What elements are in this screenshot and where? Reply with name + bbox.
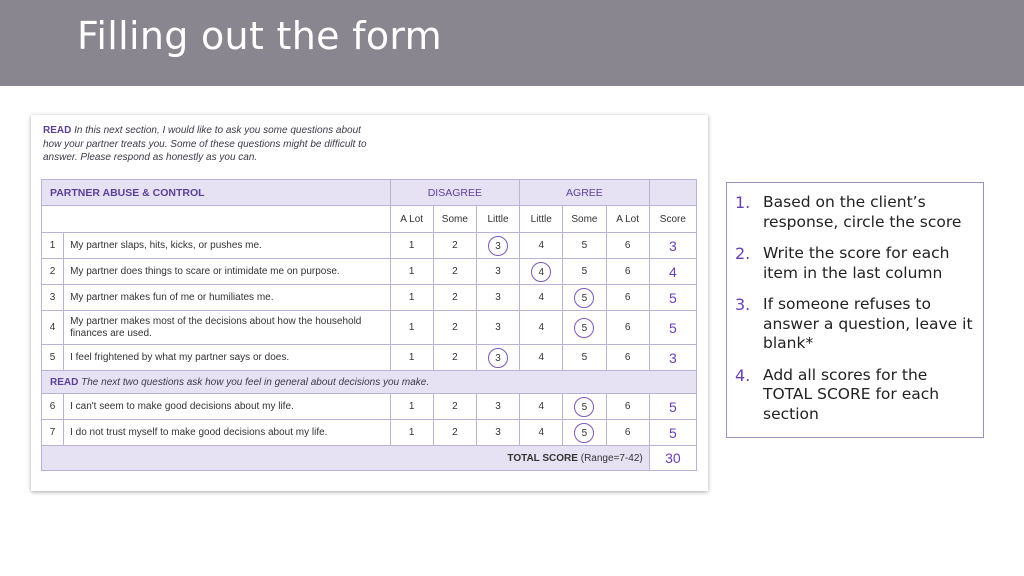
response-value: 6 [624, 401, 631, 412]
response-option[interactable] [433, 311, 476, 345]
score-value[interactable]: 4 [649, 259, 696, 285]
circled-response: 5 [574, 423, 594, 443]
question-row [42, 285, 697, 311]
question-text: My partner makes most of the decisions about how the household finances are used. [64, 311, 390, 345]
response-value: 1 [408, 352, 415, 363]
response-option[interactable] [563, 420, 606, 446]
response-option[interactable] [476, 311, 519, 345]
score-value[interactable]: 5 [649, 285, 696, 311]
step-text: Based on the client’s response, circle the score [763, 193, 962, 231]
total-row [42, 446, 697, 471]
response-value: 3 [495, 322, 501, 333]
response-value: 1 [408, 427, 415, 438]
response-option[interactable] [563, 259, 606, 285]
response-value: 2 [452, 427, 458, 438]
read-instruction-row [42, 371, 697, 394]
intro-read-label: READ [43, 125, 72, 136]
header-blank [649, 180, 696, 206]
question-text: I do not trust myself to make good decisions about my life. [64, 420, 390, 446]
response-value: 2 [452, 352, 458, 363]
response-option[interactable] [606, 345, 649, 371]
circled-response: 3 [488, 236, 508, 256]
question-row [42, 420, 697, 446]
response-option[interactable] [390, 285, 433, 311]
response-value: 1 [408, 401, 415, 412]
response-option[interactable] [520, 345, 563, 371]
response-option[interactable] [520, 394, 563, 420]
response-option[interactable] [390, 345, 433, 371]
response-value: 2 [452, 240, 458, 251]
question-number: 3 [42, 285, 64, 311]
col-header: A Lot [606, 206, 649, 233]
response-option[interactable] [476, 233, 519, 259]
response-value: 1 [408, 322, 415, 333]
response-option[interactable] [606, 394, 649, 420]
circled-response: 5 [574, 318, 594, 338]
response-value: 4 [538, 292, 544, 303]
response-value: 3 [495, 427, 501, 438]
response-value: 6 [624, 266, 631, 277]
response-value: 5 [581, 240, 588, 251]
step-number: 2. [735, 244, 751, 263]
response-option[interactable] [606, 285, 649, 311]
question-row [42, 394, 697, 420]
step-number: 1. [735, 193, 751, 212]
step-number: 4. [735, 365, 751, 385]
response-option[interactable] [563, 311, 606, 345]
response-value: 5 [581, 352, 588, 363]
circled-response: 3 [488, 348, 508, 368]
question-text: My partner does things to scare or intimidate me on purpose. [64, 259, 390, 285]
question-text: I can't seem to make good decisions about my life. [64, 394, 390, 420]
response-value: 5 [581, 266, 588, 277]
column-header-row [42, 206, 697, 233]
question-row [42, 259, 697, 285]
question-text: My partner makes fun of me or humiliates me. [64, 285, 390, 311]
response-value: 4 [538, 427, 544, 438]
col-header: Some [433, 206, 476, 233]
score-value[interactable]: 3 [649, 233, 696, 259]
question-row [42, 233, 697, 259]
response-option[interactable] [390, 259, 433, 285]
slide-title: Filling out the form [77, 14, 442, 58]
response-option[interactable] [476, 285, 519, 311]
instructions-box [726, 182, 984, 438]
question-number: 5 [42, 345, 64, 371]
response-option[interactable] [433, 420, 476, 446]
response-value: 3 [495, 266, 501, 277]
response-option[interactable] [520, 259, 563, 285]
response-value: 3 [495, 401, 501, 412]
response-value: 2 [452, 322, 458, 333]
response-option[interactable] [433, 233, 476, 259]
col-header: Some [563, 206, 606, 233]
circled-response: 4 [531, 262, 551, 282]
response-option[interactable] [520, 311, 563, 345]
intro-text [43, 124, 373, 165]
response-option[interactable] [433, 259, 476, 285]
response-option[interactable] [563, 285, 606, 311]
title-bar [0, 0, 1024, 86]
instruction-step [735, 366, 977, 425]
step-text: If someone refuses to answer a question, leave it blank* [763, 295, 973, 352]
instruction-step [735, 295, 977, 354]
instruction-step [735, 193, 977, 232]
response-value: 1 [408, 240, 415, 251]
col-header-score: Score [649, 206, 696, 233]
question-row [42, 311, 697, 345]
response-option[interactable] [563, 345, 606, 371]
response-option[interactable] [390, 233, 433, 259]
response-option[interactable] [390, 394, 433, 420]
response-value: 3 [495, 292, 501, 303]
question-number: 1 [42, 233, 64, 259]
total-label: TOTAL SCORE (Range=7-42) [42, 446, 650, 471]
question-row [42, 345, 697, 371]
score-value[interactable]: 5 [649, 311, 696, 345]
response-value: 6 [624, 292, 631, 303]
response-value: 2 [452, 401, 458, 412]
col-header: Little [476, 206, 519, 233]
response-value: 6 [624, 352, 631, 363]
response-option[interactable] [433, 345, 476, 371]
response-option[interactable] [476, 345, 519, 371]
response-option[interactable] [606, 311, 649, 345]
response-option[interactable] [520, 233, 563, 259]
col-header: A Lot [390, 206, 433, 233]
response-option[interactable] [433, 394, 476, 420]
response-value: 6 [624, 427, 631, 438]
response-option[interactable] [520, 420, 563, 446]
agree-header: AGREE [520, 180, 650, 206]
response-value: 4 [538, 352, 544, 363]
col-header: Little [520, 206, 563, 233]
response-value: 2 [452, 266, 458, 277]
response-option[interactable] [563, 233, 606, 259]
question-text: I feel frightened by what my partner says or does. [64, 345, 390, 371]
table-header-row [42, 180, 697, 206]
question-number: 4 [42, 311, 64, 345]
response-option[interactable] [563, 394, 606, 420]
step-number: 3. [735, 295, 751, 314]
response-option[interactable] [476, 394, 519, 420]
instruction-step [735, 244, 977, 283]
instruction-list [727, 183, 983, 424]
step-text: Write the score for each item in the last column [763, 244, 950, 282]
response-value: 4 [538, 240, 544, 251]
response-value: 1 [408, 266, 415, 277]
response-option[interactable] [606, 420, 649, 446]
score-value[interactable]: 3 [649, 345, 696, 371]
response-value: 6 [624, 322, 631, 333]
score-value[interactable]: 5 [649, 420, 696, 446]
intro-body: In this next section, I would like to ask you some questions about how your partner treats you. Some of these questions might be difficult to answer. Please respond as honestly as you can. [43, 125, 367, 163]
response-value: 4 [538, 401, 544, 412]
response-option[interactable] [476, 420, 519, 446]
disagree-header: DISAGREE [390, 180, 520, 206]
questionnaire-table [41, 179, 697, 471]
circled-response: 5 [574, 397, 594, 417]
response-option[interactable] [476, 259, 519, 285]
step-text: Add all scores for the TOTAL SCORE for each section [763, 365, 940, 423]
response-value: 2 [452, 292, 458, 303]
question-number: 7 [42, 420, 64, 446]
circled-response: 5 [574, 288, 594, 308]
score-value[interactable]: 5 [649, 394, 696, 420]
response-option[interactable] [520, 285, 563, 311]
response-option[interactable] [606, 233, 649, 259]
question-number: 6 [42, 394, 64, 420]
question-number: 2 [42, 259, 64, 285]
read2-label: READ [50, 376, 79, 388]
section-title: PARTNER ABUSE & CONTROL [42, 180, 391, 206]
response-value: 1 [408, 292, 415, 303]
response-option[interactable] [390, 420, 433, 446]
response-value: 6 [624, 240, 631, 251]
response-option[interactable] [433, 285, 476, 311]
question-text: My partner slaps, hits, kicks, or pushes me. [64, 233, 390, 259]
response-value: 4 [538, 322, 544, 333]
response-option[interactable] [390, 311, 433, 345]
total-score: 30 [649, 446, 696, 471]
form-image [31, 115, 708, 491]
read2-text: The next two questions ask how you feel in general about decisions you make. [81, 376, 430, 388]
response-option[interactable] [606, 259, 649, 285]
